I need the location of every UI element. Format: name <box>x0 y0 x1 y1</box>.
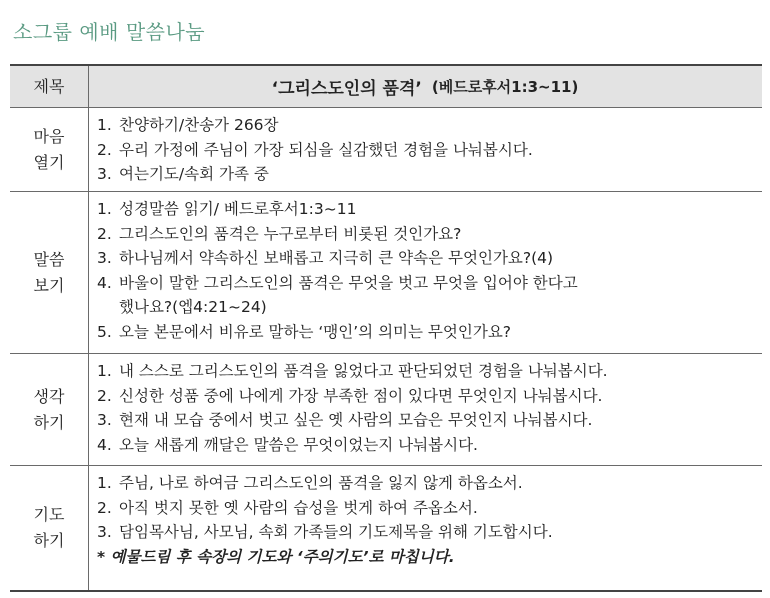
scripture-reference: (베드로후서1:3~11) <box>431 78 579 96</box>
item-text: 바울이 말한 그리스도인의 품격은 무엇을 벗고 무엇을 입어야 한다고 <box>119 273 578 292</box>
item-text: 현재 내 모습 중에서 벗고 싶은 옛 사람의 모습은 무엇인지 나눠봅시다. <box>119 411 593 429</box>
section-label <box>10 466 89 590</box>
section-label <box>10 192 89 353</box>
item-number: 2. <box>97 140 112 159</box>
item-number: 1. <box>97 362 112 380</box>
list-item <box>97 384 762 409</box>
list-item <box>97 408 762 433</box>
section-label-line: 하기 <box>33 412 65 432</box>
item-text: 하나님께서 약속하신 보배롭고 지극히 큰 약속은 무엇인가요?(4) <box>119 249 554 267</box>
list-item <box>97 222 762 247</box>
section-label-line: 열기 <box>33 152 65 172</box>
closing-note: * 예물드림 후 속장의 기도와 ‘주의기도’로 마칩니다. <box>97 547 455 566</box>
list-item <box>97 320 762 345</box>
section-label-line: 말씀 <box>33 249 65 269</box>
list-item <box>97 197 762 222</box>
item-text: 오늘 새롭게 깨달은 말씀은 무엇이었는지 나눠봅시다. <box>119 435 478 454</box>
item-number: 4. <box>97 435 112 454</box>
sermon-title <box>88 66 762 107</box>
item-text: 성경말씀 읽기/ 베드로후서1:3~11 <box>119 200 357 218</box>
item-number: 2. <box>97 498 112 517</box>
list-item <box>97 496 762 521</box>
item-number: 2. <box>97 386 112 405</box>
section-label-line: 생각 <box>33 386 65 406</box>
item-text: 아직 벗지 못한 옛 사람의 습성을 벗게 하여 주옵소서. <box>119 498 478 517</box>
section-label <box>10 354 89 465</box>
section-label-line: 마음 <box>33 126 65 146</box>
section-items <box>88 466 762 590</box>
item-number: 1. <box>97 474 112 492</box>
item-text: 주님, 나로 하여금 그리스도인의 품격을 잃지 않게 하옵소서. <box>119 474 523 492</box>
item-text: 그리스도인의 품격은 누구로부터 비롯된 것인가요? <box>119 224 462 243</box>
header-label: 제목 <box>10 66 89 107</box>
section-scripture <box>10 191 762 353</box>
item-text: 우리 가정에 주님이 가장 되심을 실감했던 경험을 나눠봅시다. <box>119 140 533 159</box>
item-text: 내 스스로 그리스도인의 품격을 잃었다고 판단되었던 경험을 나눠봅시다. <box>119 362 608 380</box>
section-label-line: 기도 <box>33 505 65 524</box>
item-number: 1. <box>97 116 112 134</box>
section-reflection <box>10 353 762 465</box>
section-opening <box>10 107 762 191</box>
item-text: 여는기도/속회 가족 중 <box>119 165 269 183</box>
section-label-line: 보기 <box>33 275 65 295</box>
section-items <box>88 354 762 465</box>
sermon-title-text: ‘그리스도인의 품격’ <box>271 79 422 99</box>
item-number: 3. <box>97 249 112 267</box>
item-number: 4. <box>97 273 112 292</box>
section-label <box>10 108 89 191</box>
list-item <box>97 520 762 545</box>
list-item <box>97 433 762 458</box>
item-number: 3. <box>97 165 112 183</box>
item-number: 3. <box>97 411 112 429</box>
list-item <box>97 471 762 496</box>
list-item <box>97 162 762 187</box>
item-text-continued: 했나요?(엡4:21~24) <box>119 298 267 316</box>
section-items <box>88 108 762 191</box>
list-item <box>97 271 762 296</box>
item-text: 담임목사님, 사모님, 속회 가족들의 기도제목을 위해 기도합시다. <box>119 523 553 541</box>
list-item <box>97 359 762 384</box>
item-text: 찬양하기/찬송가 266장 <box>119 116 279 134</box>
item-text: 오늘 본문에서 비유로 말하는 ‘맹인’의 의미는 무엇인가요? <box>119 322 512 341</box>
page-title: 소그룹 예배 말씀나눔 <box>13 20 206 44</box>
section-items <box>88 192 762 353</box>
item-number: 5. <box>97 322 112 341</box>
item-number: 1. <box>97 200 112 218</box>
header-row <box>10 66 762 107</box>
item-number: 3. <box>97 523 112 541</box>
item-text: 신성한 성품 중에 나에게 가장 부족한 점이 있다면 무엇인지 나눠봅시다. <box>119 386 603 405</box>
list-item <box>97 246 762 271</box>
discussion-table <box>10 64 762 592</box>
list-item <box>97 138 762 163</box>
section-label-line: 하기 <box>33 531 65 550</box>
section-prayer <box>10 465 762 590</box>
item-number: 2. <box>97 224 112 243</box>
list-item <box>97 113 762 138</box>
